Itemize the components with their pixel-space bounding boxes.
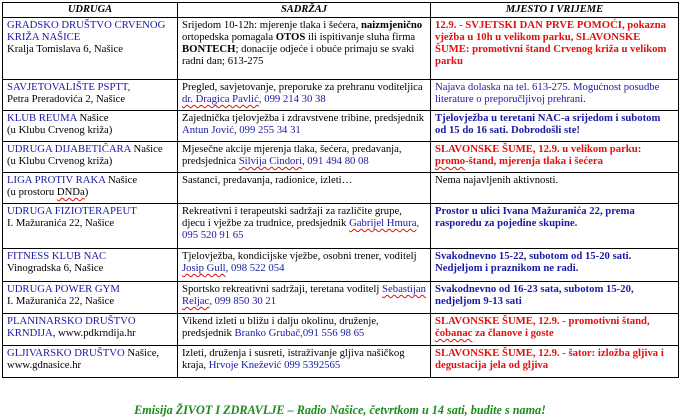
header-place: MJESTO I VRIJEME	[431, 3, 679, 18]
contact-person: Hrvoje Knežević	[208, 359, 282, 372]
org-address: (u Klubu Crvenog križa)	[7, 155, 113, 168]
content-cell	[178, 204, 431, 249]
place-cell	[431, 111, 679, 142]
table-row	[3, 282, 679, 314]
place-text: Prostor u ulici Ivana Mažuranića 22, prema rasporedu za pojedine skupine.	[435, 205, 635, 230]
content-text: Pregled, savjetovanje, preporuke za prehranu voditeljica	[182, 81, 423, 94]
place-text: Svakodnevno 15-22, subotom od 15-20 sati. Nedjeljom i praznikom ne radi.	[435, 250, 632, 275]
place-text-marked: čobanac	[435, 327, 473, 340]
contact-phone: 099 5392565	[281, 359, 341, 372]
content-text: Tjelovježba, kondicijske vježbe, osobni trener, voditelj	[182, 250, 417, 263]
content-text: ili ispitivanje sluha firma	[305, 31, 416, 44]
place-cell	[431, 204, 679, 249]
org-address: Petra Preradovića 2, Našice	[7, 93, 126, 106]
contact-phone: ,091 556 98 65	[300, 327, 365, 340]
org-address: I. Mažuranića 22, Našice	[7, 295, 115, 308]
org-name: UDRUGA DIJABETIČARA	[7, 143, 131, 156]
org-address: (u Klubu Crvenog križa)	[7, 124, 113, 137]
content-bold: OTOS	[275, 31, 306, 44]
contact-phone: , 091 494 80 08	[301, 155, 369, 168]
table-header-row	[3, 3, 679, 18]
org-name: PLANINARSKO DRUŠTVO KRNDIJA	[7, 315, 136, 340]
footer-banner: Emisija ŽIVOT I ZDRAVLJE – Radio Našice, četvrtkom u 14 sati, budite s nama!	[134, 403, 546, 417]
org-name: GLJIVARSKO DRUŠTVO	[7, 347, 125, 360]
table-row	[3, 346, 679, 378]
org-cell	[3, 111, 178, 142]
content-cell	[178, 173, 431, 204]
org-name: KLUB REUMA	[7, 112, 77, 125]
content-bold: naizmjenično	[360, 19, 423, 32]
associations-table	[2, 2, 679, 378]
contact-phone: , 095 520 91 65	[182, 217, 420, 242]
content-cell	[178, 142, 431, 173]
contact-person: Gabrijel Hmura	[349, 217, 417, 230]
content-cell	[178, 282, 431, 314]
place-cell	[431, 18, 679, 80]
org-address: Kralja Tomislava 6, Našice	[7, 43, 123, 56]
place-text: Svakodnevno od 16-23 sata, subotom 15-20, nedjeljom 9-13 sati	[435, 283, 634, 308]
contact-person: Branko Grubač	[234, 327, 301, 340]
content-cell	[178, 346, 431, 378]
place-cell	[431, 142, 679, 173]
org-name: FITNESS KLUB NAC	[7, 250, 107, 263]
content-bold: BONTECH	[182, 43, 236, 56]
org-address: (u prostoru	[7, 186, 57, 199]
contact-phone: , 098 522 054	[225, 262, 285, 275]
table-row	[3, 18, 679, 80]
org-cell	[3, 18, 178, 80]
place-cell	[431, 346, 679, 378]
org-name: SAVJETOVALIŠTE PSPTT,	[7, 81, 131, 94]
org-name-suffix: Našice, www.gdnasice.hr	[7, 347, 160, 372]
place-cell	[431, 314, 679, 346]
table-row	[3, 111, 679, 142]
place-text: SLAVONSKE ŠUME, 12.9. u velikom parku:	[435, 143, 642, 156]
org-name: UDRUGA POWER GYM	[7, 283, 120, 296]
content-text: Rekreativni i terapeutski sadržaji za različite grupe, djecu i vježbe za trudnice, predsjednik	[182, 205, 402, 230]
org-address-marked: DNDa	[56, 186, 85, 199]
org-cell	[3, 80, 178, 111]
content-cell	[178, 18, 431, 80]
contact-phone: , 099 214 30 38	[258, 93, 326, 106]
content-text: Zajednička tjelovježba i zdravstvene tribine, predsjednik	[182, 112, 425, 125]
org-name: GRADSKO DRUŠTVO CRVENOG KRIŽA NAŠICE	[7, 19, 166, 44]
content-cell	[178, 80, 431, 111]
content-text: Izleti, druženja i susreti, istraživanje gljiva našičkog kraja,	[182, 347, 405, 372]
content-cell	[178, 314, 431, 346]
org-name-suffix: Našice	[105, 174, 138, 187]
content-text: ; donacije odjeće i obuće primaju se svaki radni dan; 613-275	[182, 43, 415, 68]
table-row	[3, 142, 679, 173]
table-row	[3, 204, 679, 249]
org-name-suffix: Našice	[76, 112, 109, 125]
place-text: SLAVONSKE ŠUME, 12.9. - promotivni štand,	[435, 315, 650, 328]
place-cell	[431, 249, 679, 282]
place-text: za članove i goste	[472, 327, 554, 340]
table-row	[3, 173, 679, 204]
org-cell	[3, 204, 178, 249]
place-cell	[431, 80, 679, 111]
table-row	[3, 80, 679, 111]
org-name-suffix: , www.pdkrndija.hr	[52, 327, 136, 340]
org-address: I. Mažuranića 22, Našice	[7, 217, 115, 230]
contact-person: dr. Dragica Pavlić	[182, 93, 259, 106]
table-row	[3, 249, 679, 282]
content-text: Srijedom 10-12h: mjerenje tlaka i šećera,	[182, 19, 359, 32]
place-text: Tjelovježba u teretani NAC-a srijedom i subotom od 15 do 16 sati. Dobrodošli ste!	[435, 112, 661, 137]
org-cell	[3, 282, 178, 314]
content-cell	[178, 249, 431, 282]
place-text-marked: promo	[435, 155, 466, 168]
place-text: Najava dolaska na tel. 613-275. Mogućnost posudbe literature o preporučljivoj prehrani.	[435, 81, 660, 106]
contact-person: Antun Jović	[182, 124, 234, 137]
place-cell	[431, 173, 679, 204]
place-text: -štand, mjerenja tlaka i šećera	[465, 155, 603, 168]
contact-person: Josip Gull	[182, 262, 226, 275]
content-text: Mjesečne akcije mjerenja tlaka, šećera, predavanja, predsjednica	[182, 143, 402, 168]
contact-phone: , 099 850 30 21	[209, 295, 277, 308]
place-text: Nema najavljenih aktivnosti.	[435, 174, 559, 187]
place-text: 12.9. - SVJETSKI DAN PRVE POMOĆI, pokazna vježba u 10h u velikom parku, SLAVONSKE ŠUME: promotivni štand Crvenog križa u velikom parku	[435, 19, 667, 68]
header-content: SADRŽAJ	[178, 3, 431, 18]
org-cell	[3, 142, 178, 173]
org-cell	[3, 314, 178, 346]
org-name-suffix: Našice	[130, 143, 163, 156]
content-text: Sastanci, predavanja, radionice, izleti…	[182, 174, 353, 187]
table-row	[3, 314, 679, 346]
org-cell	[3, 249, 178, 282]
place-cell	[431, 282, 679, 314]
contact-person: Sebastijan Reljac	[182, 283, 426, 308]
contact-person: Silvija Cindori	[238, 155, 302, 168]
contact-phone: , 099 255 34 31	[233, 124, 301, 137]
org-address: )	[84, 186, 89, 199]
header-org: UDRUGA	[3, 3, 178, 18]
place-text: SLAVONSKE ŠUME, 12.9. - šator: izložba gljiva i degustacija jela od gljiva	[435, 347, 664, 372]
org-name: UDRUGA FIZIOTERAPEUT	[7, 205, 137, 218]
content-text: Vikend izleti u bližu i dalju okolinu, druženje, predsjednik	[182, 315, 379, 340]
org-cell	[3, 173, 178, 204]
org-address: Vinogradska 6, Našice	[7, 262, 104, 275]
content-text: ortopedska pomagala	[182, 31, 276, 44]
org-cell	[3, 346, 178, 378]
content-text: Sportsko rekreativni sadržaji, teretana voditelj	[182, 283, 383, 296]
org-name: LIGA PROTIV RAKA	[7, 174, 106, 187]
content-cell	[178, 111, 431, 142]
